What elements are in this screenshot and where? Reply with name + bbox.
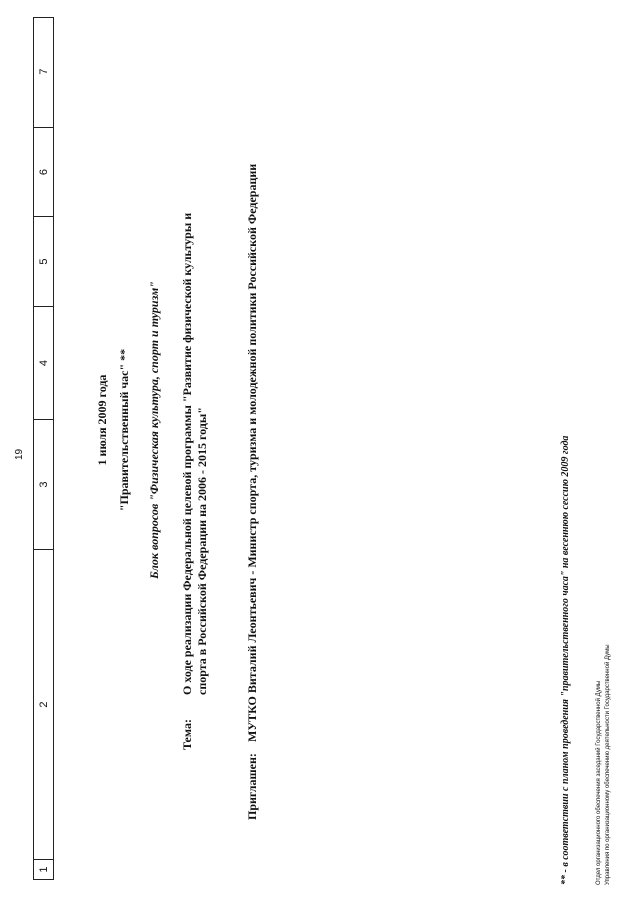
topic-text: О ходе реализации Федеральной целевой программы "Развитие физической культуры и спорта в Российской Федерации на 2006 - 2015 годы" [180,212,209,695]
session-title: "Правительственный час" ** [117,348,131,512]
department-line: Отдел организационного обеспечения заседаний Государственной Думы [596,680,602,885]
column-number: 5 [34,216,53,306]
column-number: 4 [34,306,53,419]
invited-label: Приглашен: [245,753,259,820]
column-number: 3 [34,419,53,549]
session-date: 1 июля 2009 года [95,374,109,466]
column-header-table [33,17,54,880]
invited-text: МУТКО Виталий Леонтьевич - Министр спорта, туризма и молодежной политики Российской Федерации [245,163,259,742]
question-block-title: Блок вопросов "Физическая культура, спорт и туризм" [147,281,161,579]
column-number: 6 [34,127,53,216]
footnote: ** - в соответствии с планом проведения "правительственного часа" на весеннюю сессию 2009 года [560,435,571,885]
column-number: 2 [34,549,53,859]
department-line: Управления по организационному обеспечению деятельности Государственной Думы [605,644,611,885]
department-signature [595,485,613,885]
column-number: 1 [34,859,53,879]
column-number: 7 [37,68,50,75]
page-number: 19 [14,448,25,460]
topic-label: Тема: [180,719,194,750]
